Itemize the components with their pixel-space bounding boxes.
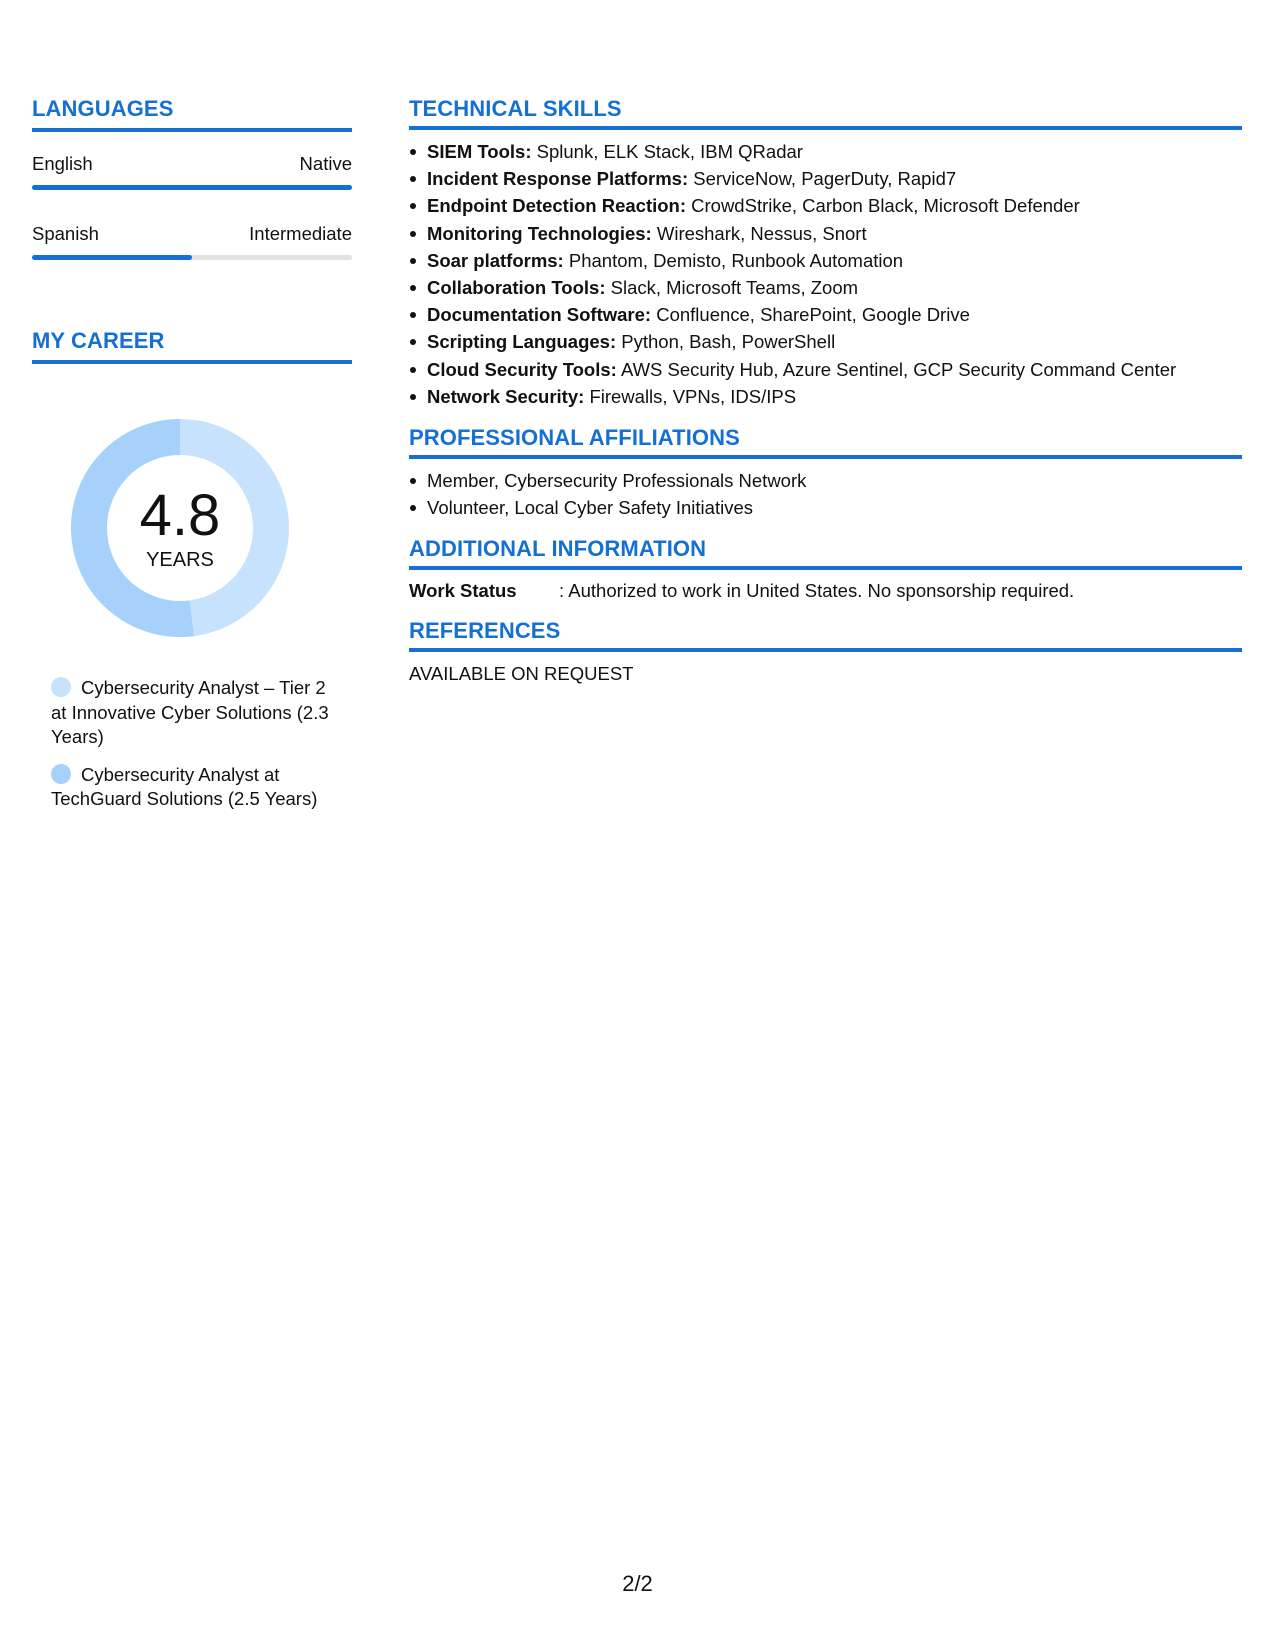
technical-skills-list <box>409 138 1242 410</box>
career-section <box>32 328 352 364</box>
language-level: Intermediate <box>249 223 352 244</box>
skill-item <box>409 301 1242 328</box>
skill-category: Network Security: <box>427 385 585 407</box>
career-total-value: 4.8 <box>139 483 221 548</box>
skill-values: Slack, Microsoft Teams, Zoom <box>610 277 859 299</box>
career-entry-label: Cybersecurity Analyst – Tier 2 at Innovative Cyber Solutions (2.3 Years) <box>51 677 329 747</box>
legend-dot-icon <box>51 677 71 697</box>
skill-category: Soar platforms: <box>427 249 564 271</box>
work-status-value: : Authorized to work in United States. No sponsorship required. <box>559 580 1075 602</box>
left-column <box>32 96 352 364</box>
skill-values: CrowdStrike, Carbon Black, Microsoft Defender <box>691 195 1080 217</box>
skill-category: SIEM Tools: <box>427 141 532 162</box>
technical-skills-heading: TECHNICAL SKILLS <box>409 96 622 121</box>
language-proficiency-bar <box>32 255 352 260</box>
language-name: Spanish <box>32 223 99 244</box>
skill-values: Firewalls, VPNs, IDS/IPS <box>589 385 797 407</box>
affiliation-item: Member, Cybersecurity Professionals Network <box>409 467 1242 494</box>
references-text: AVAILABLE ON REQUEST <box>409 663 634 685</box>
technical-skills-section <box>409 96 1242 410</box>
skill-category: Incident Response Platforms: <box>427 168 689 190</box>
skill-category: Cloud Security Tools: <box>427 358 617 380</box>
affiliations-list <box>409 467 1242 521</box>
skill-category: Collaboration Tools: <box>427 277 606 299</box>
career-legend-item <box>51 676 341 750</box>
languages-rule <box>32 128 352 132</box>
additional-info-heading: ADDITIONAL INFORMATION <box>409 536 707 562</box>
skill-values: AWS Security Hub, Azure Sentinel, GCP Security Command Center <box>620 358 1177 380</box>
references-rule <box>409 648 1242 652</box>
skill-item <box>409 192 1242 219</box>
right-column <box>409 96 1242 701</box>
affiliation-item: Volunteer, Local Cyber Safety Initiatives <box>409 494 1242 521</box>
skill-item <box>409 356 1242 383</box>
skill-item <box>409 220 1242 247</box>
language-proficiency-fill <box>32 185 352 190</box>
career-donut-chart <box>66 414 294 642</box>
skill-values: Phantom, Demisto, Runbook Automation <box>568 249 904 271</box>
language-name: English <box>32 153 93 174</box>
affiliations-section <box>409 425 1242 521</box>
skill-item <box>409 247 1242 274</box>
references-section <box>409 618 1242 686</box>
affiliations-heading: PROFESSIONAL AFFILIATIONS <box>409 425 740 451</box>
career-heading: MY CAREER <box>32 328 165 353</box>
career-total-unit: YEARS <box>146 549 214 571</box>
technical-skills-rule <box>409 126 1242 130</box>
skill-values: ServiceNow, PagerDuty, Rapid7 <box>693 168 957 190</box>
language-proficiency-bar <box>32 185 352 190</box>
work-status-row <box>409 579 1242 603</box>
skill-values: Python, Bash, PowerShell <box>621 331 836 353</box>
references-heading: REFERENCES <box>409 618 561 644</box>
affiliations-rule <box>409 455 1242 459</box>
skill-category: Documentation Software: <box>427 304 652 326</box>
career-legend <box>51 676 341 825</box>
language-proficiency-fill <box>32 255 192 260</box>
work-status-key: Work Status <box>409 580 517 602</box>
skill-item <box>409 328 1242 355</box>
career-entry-label: Cybersecurity Analyst at TechGuard Solutions (2.5 Years) <box>51 763 318 809</box>
skill-values: Wireshark, Nessus, Snort <box>656 222 867 244</box>
skill-item <box>409 274 1242 301</box>
skill-category: Scripting Languages: <box>427 331 617 353</box>
language-item-english <box>32 153 352 190</box>
skill-category: Monitoring Technologies: <box>427 222 652 244</box>
page-number: 2/2 <box>622 1571 653 1596</box>
skill-item <box>409 165 1242 192</box>
languages-heading: LANGUAGES <box>32 96 174 121</box>
skill-values: Splunk, ELK Stack, IBM QRadar <box>536 141 803 162</box>
skill-category: Endpoint Detection Reaction: <box>427 195 686 217</box>
language-level: Native <box>299 153 352 174</box>
career-rule <box>32 360 352 364</box>
skill-item <box>409 138 1242 165</box>
skill-item <box>409 383 1242 410</box>
career-legend-item <box>51 763 341 812</box>
languages-section <box>32 96 352 260</box>
additional-info-rule <box>409 566 1242 570</box>
additional-info-section <box>409 536 1242 603</box>
language-item-spanish <box>32 223 352 260</box>
skill-values: Confluence, SharePoint, Google Drive <box>656 304 970 326</box>
legend-dot-icon <box>51 764 71 784</box>
career-total <box>66 414 294 572</box>
